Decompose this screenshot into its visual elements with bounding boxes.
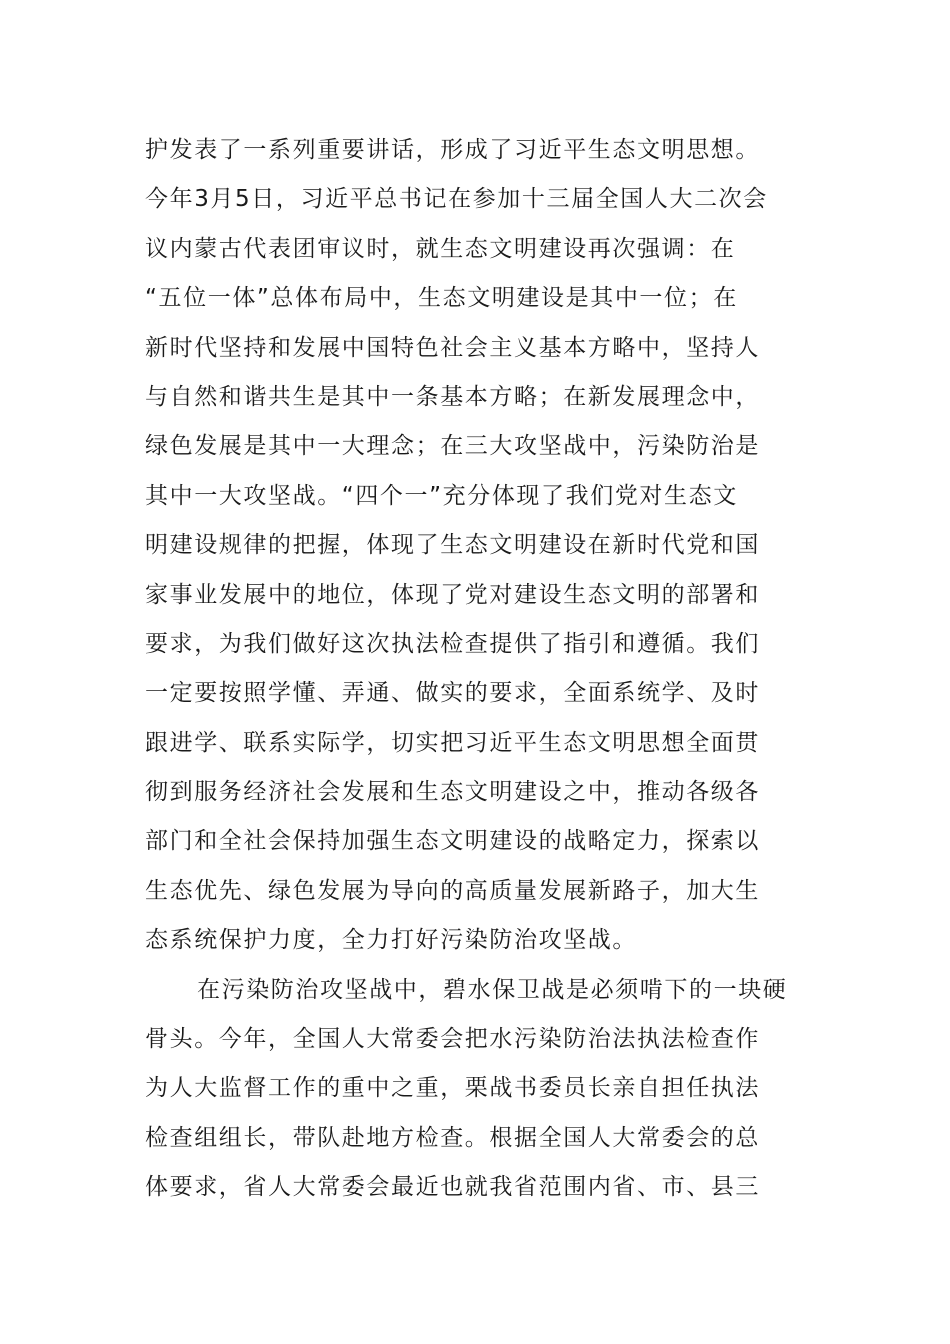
text-line: 绿色发展是其中一大理念；在三大攻坚战中，污染防治是 bbox=[145, 433, 760, 460]
text-line: 一定要按照学懂、弄通、做实的要求，全面系统学、及时 bbox=[145, 680, 760, 707]
text-line: 态系统保护力度，全力打好污染防治攻坚战。 bbox=[145, 927, 637, 954]
text-line: 要求，为我们做好这次执法检查提供了指引和遵循。我们 bbox=[145, 630, 760, 657]
text-line: 家事业发展中的地位，体现了党对建设生态文明的部署和 bbox=[145, 581, 760, 608]
text-line: 护发表了一系列重要讲话，形成了习近平生态文明思想。 bbox=[145, 137, 760, 163]
text-line: 骨头。今年，全国人大常委会把水污染防治法执法检查作 bbox=[145, 1026, 760, 1053]
text-line: 为人大监督工作的重中之重，栗战书委员长亲自担任执法 bbox=[145, 1075, 760, 1102]
text-line: 与自然和谐共生是其中一条基本方略；在新发展理念中， bbox=[145, 383, 760, 410]
text-line: 议内蒙古代表团审议时，就生态文明建设再次强调：在 bbox=[145, 235, 736, 262]
text-line: 体要求，省人大常委会最近也就我省范围内省、市、县三 bbox=[145, 1174, 760, 1201]
text-line: 跟进学、联系实际学，切实把习近平生态文明思想全面贯 bbox=[145, 729, 760, 756]
text-line: 今年3月5日，习近平总书记在参加十三届全国人大二次会 bbox=[145, 186, 768, 213]
text-line: 检查组组长，带队赴地方检查。根据全国人大常委会的总 bbox=[145, 1124, 760, 1151]
text-line: 彻到服务经济社会发展和生态文明建设之中，推动各级各 bbox=[145, 779, 760, 806]
text-line: 明建设规律的把握，体现了生态文明建设在新时代党和国 bbox=[145, 532, 760, 559]
body-text bbox=[145, 126, 815, 1213]
text-line: 新时代坚持和发展中国特色社会主义基本方略中，坚持人 bbox=[145, 334, 760, 361]
text-line: 部门和全社会保持加强生态文明建设的战略定力，探索以 bbox=[145, 828, 760, 855]
text-line: 其中一大攻坚战。“四个一”充分体现了我们党对生态文 bbox=[145, 482, 738, 509]
paragraph-first-line: 在污染防治攻坚战中，碧水保卫战是必须啃下的一块硬 bbox=[197, 976, 788, 1003]
text-line: 生态优先、绿色发展为导向的高质量发展新路子，加大生 bbox=[145, 877, 760, 904]
text-line: “五位一体”总体布局中，生态文明建设是其中一位；在 bbox=[145, 285, 738, 312]
